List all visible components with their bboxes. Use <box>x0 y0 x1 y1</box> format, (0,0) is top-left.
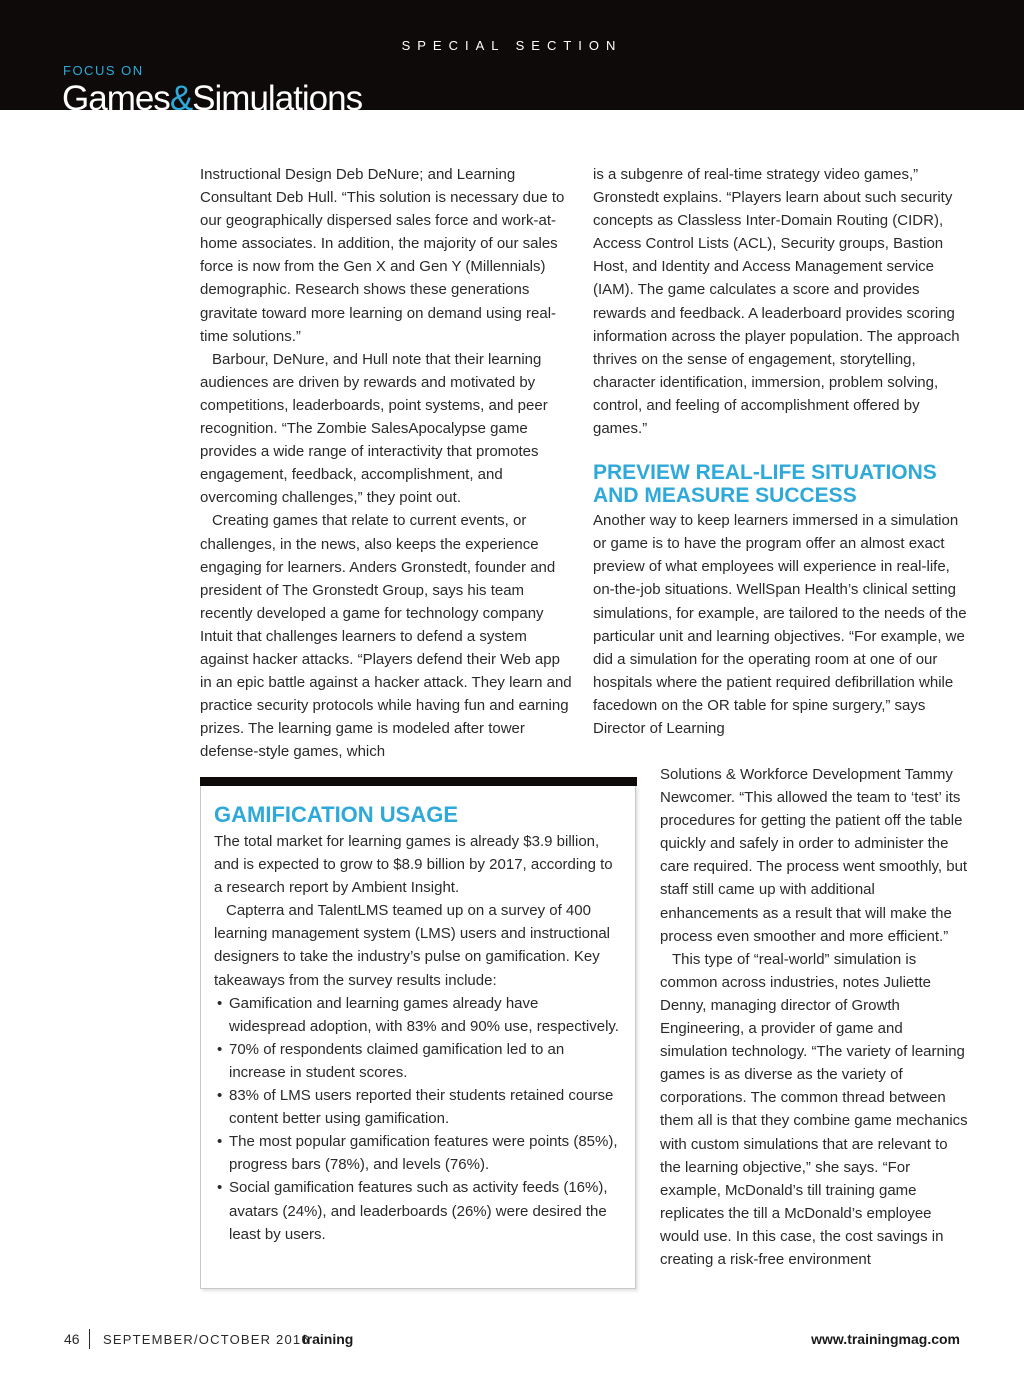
page-number: 46 <box>64 1331 80 1347</box>
subhead-preview-real-life: PREVIEW REAL-LIFE SITUATIONS AND MEASURE SUCCESS <box>593 461 937 508</box>
section-header <box>0 0 1024 110</box>
gamification-sidebar <box>200 786 636 1289</box>
column1-paragraph: Instructional Design Deb DeNure; and Learning Consultant Deb Hull. “This solution is necessary due to our geographically dispersed sales force and work-at-home associates. In addition, the majority of our sales force is now from the Gen X and Gen Y (Millennials) demographic. Research shows these generations gravitate toward more learning on demand using real-time solutions.” <box>200 166 565 345</box>
column1-paragraph: Creating games that relate to current events, or challenges, in the news, also keeps the experience engaging for learners. Anders Gronstedt, founder and president of The Gronstedt Group, says his team recently developed a game for technology company Intuit that challenges learners to defend a system against hacker attacks. “Players defend their Web app in an epic battle against a hacker attack. They learn and practice security protocols while having fun and earning prizes. The learning game is modeled after tower defense-style games, which <box>200 512 572 761</box>
focus-on-label: FOCUS ON <box>63 63 144 78</box>
column3-paragraph: Solutions & Workforce Development Tammy Newcomer. “This allowed the team to ‘test’ its procedures for getting the patient off the table quickly and safely in order to administer the care required. The process went smoothly, but staff still came up with additional enhancements as a result that will make the process even smoother and more efficient.” <box>660 766 968 945</box>
bullet-item: • 83% of LMS users reported their students retained course content better using gamification. <box>214 1084 619 1130</box>
sidebar-paragraph: Capterra and TalentLMS teamed up on a survey of 400 learning management system (LMS) users and instructional designers to take the industry’s pulse on gamification. Key takeaways from the survey results include: <box>214 902 611 989</box>
section-title <box>62 79 362 110</box>
page-footer <box>0 1329 1024 1351</box>
article-column-1 <box>200 163 572 763</box>
section-title-games: Games <box>62 79 170 110</box>
column3-paragraph: This type of “real-world” simulation is common across industries, notes Juliette Denny, managing director of Growth Engineering, a provider of game and simulation technology. “The variety of learning games is as diverse as the variety of corporations. The common thread between them all is that they combine game mechanics with custom simulations that are relevant to the learning objective,” she says. “For example, McDonald’s till training game replicates the till a McDonald’s employee would use. In this case, the cost savings in creating a risk-free environment <box>660 950 968 1268</box>
sidebar-top-rule <box>200 777 637 786</box>
article-column-2 <box>593 163 968 740</box>
column1-paragraph: Barbour, DeNure, and Hull note that their learning audiences are driven by rewards and motivated by competitions, leaderboards, point systems, and peer recognition. “The Zombie SalesApocalypse game provides a wide range of interactivity that promotes engagement, feedback, accomplishment, and overcoming challenges,” they point out. <box>200 350 548 507</box>
footer-divider <box>89 1329 90 1349</box>
magazine-name: training <box>302 1331 354 1347</box>
section-title-ampersand: & <box>169 79 193 110</box>
bullet-item: • 70% of respondents claimed gamification led to an increase in student scores. <box>214 1038 619 1084</box>
bullet-item: • Gamification and learning games already have widespread adoption, with 83% and 90% use, respectively. <box>214 992 619 1038</box>
section-title-simulations: Simulations <box>192 79 363 110</box>
website-url: www.trainingmag.com <box>811 1331 960 1347</box>
sidebar-bullet-list <box>214 992 619 1246</box>
article-column-3 <box>660 763 968 1271</box>
column2-paragraph: is a subgenre of real-time strategy video games,” Gronstedt explains. “Players learn about such security concepts as Classless Inter-Domain Routing (CIDR), Access Control Lists (ACL), Security groups, Bastion Host, and Identity and Access Management service (IAM). The game calculates a score and provides rewards and feedback. A leaderboard provides scoring information across the player population. The approach thrives on the sense of engagement, storytelling, character identification, immersion, problem solving, control, and feeling of accomplishment offered by games.” <box>593 166 960 438</box>
issue-date: SEPTEMBER/OCTOBER 2016 <box>103 1332 310 1347</box>
column2-paragraph: Another way to keep learners immersed in a simulation or game is to have the program offer an almost exact preview of what employees will experience in real-life, on-the-job situations. WellSpan Health’s clinical setting simulations, for example, are tailored to the needs of the particular unit and learning objectives. “For example, we did a simulation for the operating room at one of our hospitals where the patient required defibrillation while facedown on the OR table for spine surgery,” says Director of Learning <box>593 512 967 737</box>
sidebar-title: GAMIFICATION USAGE <box>214 802 459 827</box>
special-section-label: SPECIAL SECTION <box>401 38 623 53</box>
bullet-item: • The most popular gamification features were points (85%), progress bars (78%), and levels (76%). <box>214 1130 619 1176</box>
bullet-item: • Social gamification features such as activity feeds (16%), avatars (24%), and leaderboards (26%) were desired the least by users. <box>214 1176 619 1245</box>
sidebar-paragraph: The total market for learning games is already $3.9 billion, and is expected to grow to $8.9 billion by 2017, according to a research report by Ambient Insight. <box>214 833 613 897</box>
sidebar-content <box>214 798 619 1246</box>
